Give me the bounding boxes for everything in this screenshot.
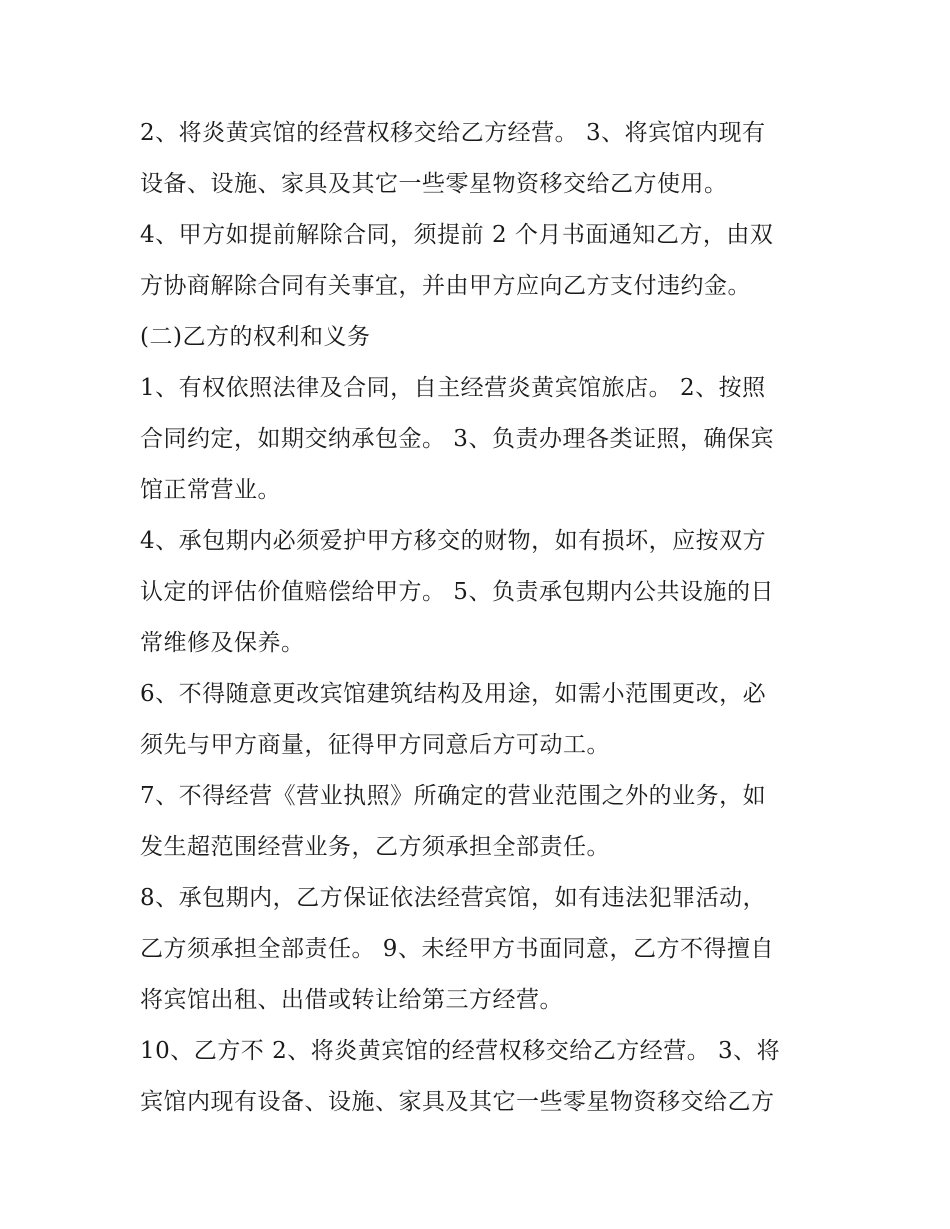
text-line: 10、乙方不 2、将炎黄宾馆的经营权移交给乙方经营。 3、将: [140, 1038, 781, 1064]
text-line: 6、不得随意更改宾馆建筑结构及用途，如需小范围更改，必: [140, 681, 767, 707]
text-line: 4、甲方如提前解除合同，须提前 2 个月书面通知乙方，由双: [140, 222, 774, 248]
text-line: 2、将炎黄宾馆的经营权移交给乙方经营。 3、将宾馆内现有: [140, 120, 766, 146]
text-line: 方协商解除合同有关事宜，并由甲方应向乙方支付违约金。: [140, 273, 751, 299]
section-heading: (二)乙方的权利和义务: [140, 324, 371, 350]
text-line: 4、承包期内必须爱护甲方移交的财物，如有损坏，应按双方: [140, 528, 767, 554]
text-line: 认定的评估价值赔偿给甲方。 5、负责承包期内公共设施的日: [140, 579, 774, 605]
text-line: 7、不得经营《营业执照》所确定的营业范围之外的业务，如: [140, 783, 767, 809]
text-line: 宾馆内现有设备、设施、家具及其它一些零星物资移交给乙方: [140, 1089, 775, 1115]
text-line: 馆正常营业。: [140, 477, 281, 503]
text-line: 乙方须承担全部责任。 9、未经甲方书面同意，乙方不得擅自: [140, 936, 774, 962]
text-line: 将宾馆出租、出借或转让给第三方经营。: [140, 987, 563, 1013]
text-line: 1、有权依照法律及合同，自主经营炎黄宾馆旅店。 2、按照: [140, 375, 766, 401]
text-line: 8、承包期内，乙方保证依法经营宾馆，如有违法犯罪活动，: [140, 885, 767, 911]
text-line: 设备、设施、家具及其它一些零星物资移交给乙方使用。: [140, 171, 728, 197]
contract-text: [140, 108, 830, 1128]
text-line: 常维修及保养。: [140, 630, 305, 656]
text-line: 合同约定，如期交纳承包金。 3、负责办理各类证照，确保宾: [140, 426, 774, 452]
text-line: 发生超范围经营业务，乙方须承担全部责任。: [140, 834, 610, 860]
text-line: 须先与甲方商量，征得甲方同意后方可动工。: [140, 732, 610, 758]
